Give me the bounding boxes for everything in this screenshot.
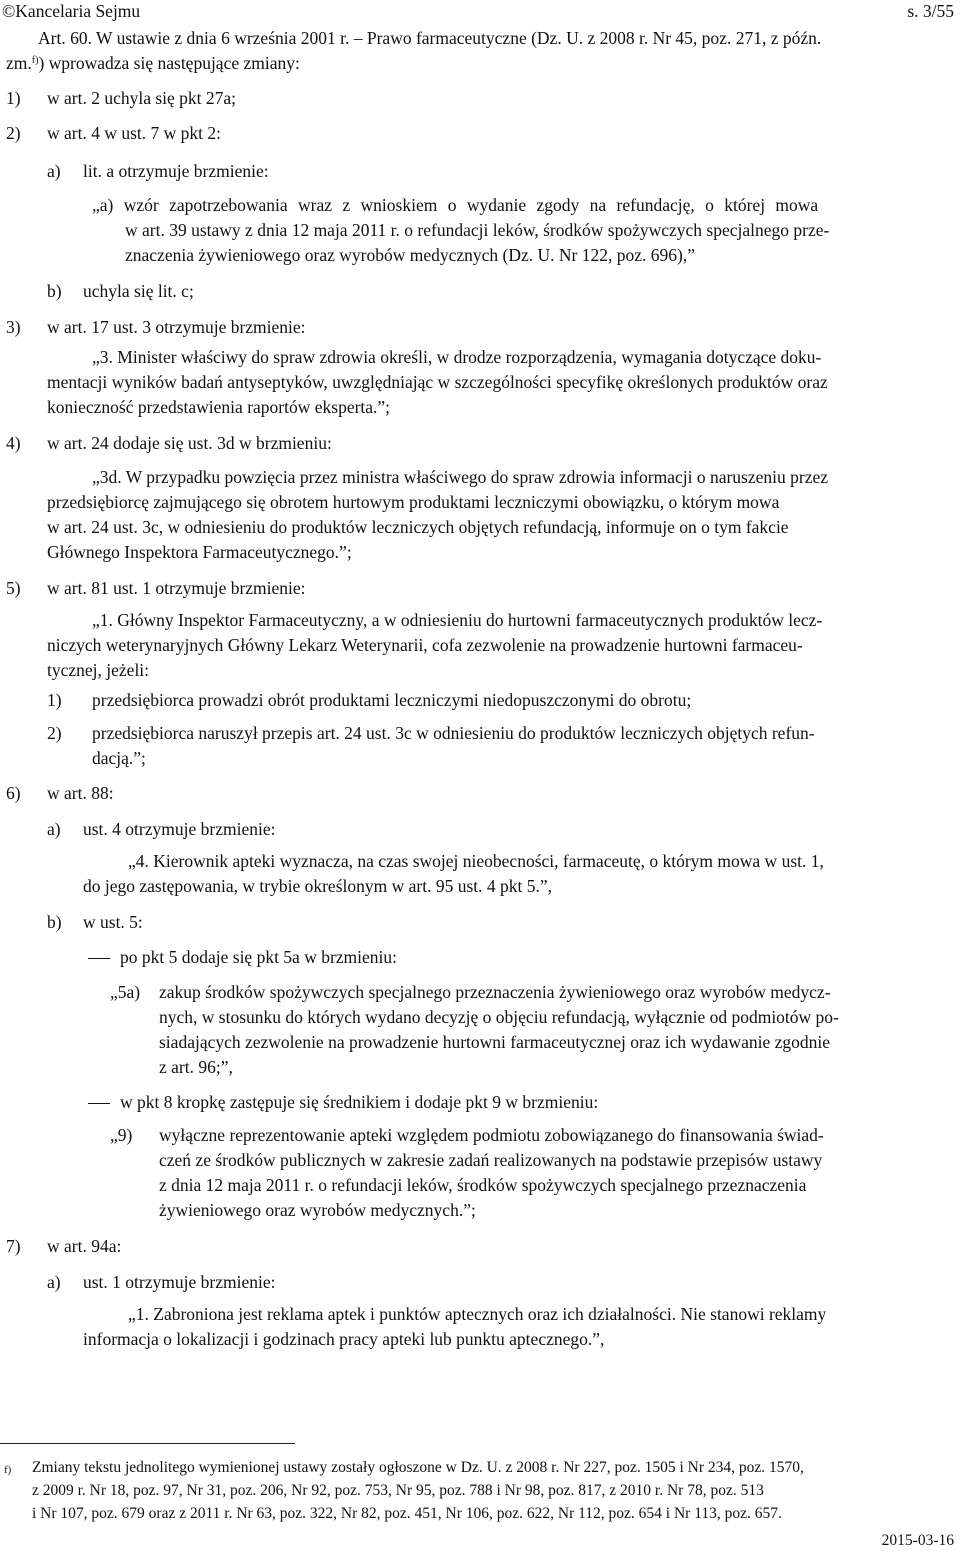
item-6b-5a-number: „5a) [110, 982, 141, 1002]
item-7a-letter: a) [47, 1272, 61, 1292]
item-7a-quote-line1: „1. Zabroniona jest reklama aptek i punktów aptecznych oraz ich działalności. Nie stanowi reklamy [128, 1304, 827, 1324]
item-6b-9-number: „9) [110, 1125, 133, 1145]
item-7a-text: ust. 1 otrzymuje brzmienie: [83, 1272, 276, 1292]
art60-line2 [6, 52, 300, 74]
item-5-point1-text: przedsiębiorca prowadzi obrót produktami leczniczymi niedopuszczonymi do obrotu; [92, 690, 692, 710]
item-5-point2-text1: przedsiębiorca naruszył przepis art. 24 ust. 3c w odniesieniu do produktów leczniczych objętych refun- [92, 723, 815, 743]
item-2a-quote-line2: w art. 39 ustawy z dnia 12 maja 2011 r. o refundacji leków, środków spożywczych specjalnego prze- [125, 220, 830, 240]
item-5-text: w art. 81 ust. 1 otrzymuje brzmienie: [47, 578, 306, 598]
footnote-divider [0, 1443, 295, 1444]
item-3-quote-line2: mentacji wyników badań antyseptyków, uwzględniając w szczególności specyfikę określonych produktów oraz [47, 372, 828, 392]
header-left: ©Kancelaria Sejmu [2, 1, 141, 21]
item-5-quote-line1: „1. Główny Inspektor Farmaceutyczny, a w odniesieniu do hurtowni farmaceutycznych produktów lecz- [92, 610, 823, 630]
footnote-line2: z 2009 r. Nr 18, poz. 97, Nr 31, poz. 206, Nr 92, poz. 753, Nr 95, poz. 788 i Nr 98, poz. 817, z 2010 r. Nr 78, poz. 513 [32, 1482, 764, 1499]
item-2a-text: lit. a otrzymuje brzmienie: [83, 161, 269, 181]
item-6b-dash1-text: po pkt 5 dodaje się pkt 5a w brzmieniu: [120, 947, 398, 967]
item-6b-5a-line2: nych, w stosunku do których wydano decyzję o objęciu refundacją, wyłącznie od podmiotów po- [159, 1007, 839, 1027]
item-3-text: w art. 17 ust. 3 otrzymuje brzmienie: [47, 317, 306, 337]
item-6a-text: ust. 4 otrzymuje brzmienie: [83, 819, 276, 839]
item-6b-dash2 [88, 1091, 598, 1113]
item-6b-5a-line4: z art. 96;”, [159, 1057, 233, 1077]
item-2a-quote-line3: znaczenia żywieniowego oraz wyrobów medycznych (Dz. U. Nr 122, poz. 696),” [125, 245, 695, 265]
item-6b-letter: b) [47, 912, 62, 932]
footnote-line1: Zmiany tekstu jednolitego wymienionej ustawy zostały ogłoszone w Dz. U. z 2008 r. Nr 227, poz. 1505 i Nr 234, poz. 1570, [32, 1459, 804, 1476]
footer-date: 2015-03-16 [881, 1532, 954, 1549]
item-6a-letter: a) [47, 819, 61, 839]
footnote-line3: i Nr 107, poz. 679 oraz z 2011 r. Nr 63, poz. 322, Nr 82, poz. 451, Nr 106, poz. 622, Nr 112, poz. 654 i Nr 113, poz. 657. [32, 1505, 782, 1522]
item-6a-quote-line2: do jego zastępowania, w trybie określonym w art. 95 ust. 4 pkt 5.”, [83, 876, 552, 896]
item-6b-9-line4: żywieniowego oraz wyrobów medycznych.”; [159, 1200, 476, 1220]
item-5-quote-line3: tycznej, jeżeli: [47, 660, 150, 680]
item-6b-9-line1: wyłączne reprezentowanie apteki względem podmiotu zobowiązanego do finansowania świad- [159, 1125, 824, 1145]
item-6b-dash1 [88, 946, 397, 968]
item-2a-letter: a) [47, 161, 61, 181]
item-3-quote-line1: „3. Minister właściwy do spraw zdrowia określi, w drodze rozporządzenia, wymagania dotyczące doku- [92, 347, 822, 367]
item-1-number: 1) [6, 88, 21, 108]
item-4-quote-line2: przedsiębiorcę zajmującego się obrotem hurtowym produktami leczniczymi obowiązku, o którym mowa [47, 492, 780, 512]
item-6b-dash2-text: w pkt 8 kropkę zastępuje się średnikiem i dodaje pkt 9 w brzmieniu: [120, 1092, 599, 1112]
item-6b-5a-line1: zakup środków spożywczych specjalnego przeznaczenia żywieniowego oraz wyrobów medycz- [159, 982, 831, 1002]
item-7-text: w art. 94a: [47, 1236, 122, 1256]
item-7-number: 7) [6, 1236, 21, 1256]
item-7a-quote-line2: informacja o lokalizacji i godzinach pracy apteki lub punktu aptecznego.”, [83, 1329, 605, 1349]
dash-icon [88, 958, 110, 959]
item-6-number: 6) [6, 783, 21, 803]
item-5-point2-text2: dacją.”; [92, 748, 146, 768]
item-6b-text: w ust. 5: [83, 912, 143, 932]
item-2b-letter: b) [47, 281, 62, 301]
item-2b-text: uchyla się lit. c; [83, 281, 194, 301]
item-6b-9-line3: z dnia 12 maja 2011 r. o refundacji leków, środków spożywczych specjalnego przeznaczenia [159, 1175, 807, 1195]
art60-line2-pre: zm. [6, 53, 32, 73]
dash-icon [88, 1103, 110, 1104]
item-5-quote-line2: niczych weterynaryjnych Główny Lekarz Weterynarii, cofa zezwolenie na prowadzenie hurtowni farmaceu- [47, 635, 803, 655]
item-4-number: 4) [6, 433, 21, 453]
header-page-number: s. 3/55 [907, 1, 954, 21]
item-1-text: w art. 2 uchyla się pkt 27a; [47, 88, 237, 108]
item-2-number: 2) [6, 123, 21, 143]
item-4-quote-line3: w art. 24 ust. 3c, w odniesieniu do produktów leczniczych objętych refundacją, informuje on o tym fakcie [47, 517, 789, 537]
item-5-number: 5) [6, 578, 21, 598]
item-2a-quote-line1-text: „a) wzór zapotrzebowania wraz z wnioskiem o wydanie zgody na refundację, o której mowa [92, 195, 819, 215]
item-4-text: w art. 24 dodaje się ust. 3d w brzmieniu: [47, 433, 332, 453]
footnote-mark: f) [4, 1464, 12, 1476]
item-6a-quote-line1: „4. Kierownik apteki wyznacza, na czas swojej nieobecności, farmaceutę, o którym mowa w ust. 1, [128, 851, 824, 871]
item-6b-5a-line3: siadających zezwolenie na prowadzenie hurtowni farmaceutycznej oraz ich wydawanie zgodnie [159, 1032, 830, 1052]
item-5-point1-number: 1) [47, 690, 62, 710]
item-2a-quote-line1 [92, 194, 953, 216]
item-3-number: 3) [6, 317, 21, 337]
item-2-text: w art. 4 w ust. 7 w pkt 2: [47, 123, 222, 143]
item-4-quote-line4: Głównego Inspektora Farmaceutycznego.”; [47, 542, 352, 562]
item-3-quote-line3: konieczność przedstawienia raportów eksperta.”; [47, 397, 391, 417]
item-4-quote-line1: „3d. W przypadku powzięcia przez ministra właściwego do spraw zdrowia informacji o naruszeniu przez [92, 467, 829, 487]
art60-line2-post: ) wprowadza się następujące zmiany: [38, 53, 300, 73]
art60-line1: Art. 60. W ustawie z dnia 6 września 2001 r. – Prawo farmaceutyczne (Dz. U. z 2008 r. Nr 45, poz. 271, z późn. [38, 28, 822, 48]
item-6-text: w art. 88: [47, 783, 114, 803]
footnote-ref: f) [31, 55, 39, 66]
item-5-point2-number: 2) [47, 723, 62, 743]
item-6b-9-line2: czeń ze środków publicznych w zakresie zadań realizowanych na podstawie przepisów ustawy [159, 1150, 823, 1170]
